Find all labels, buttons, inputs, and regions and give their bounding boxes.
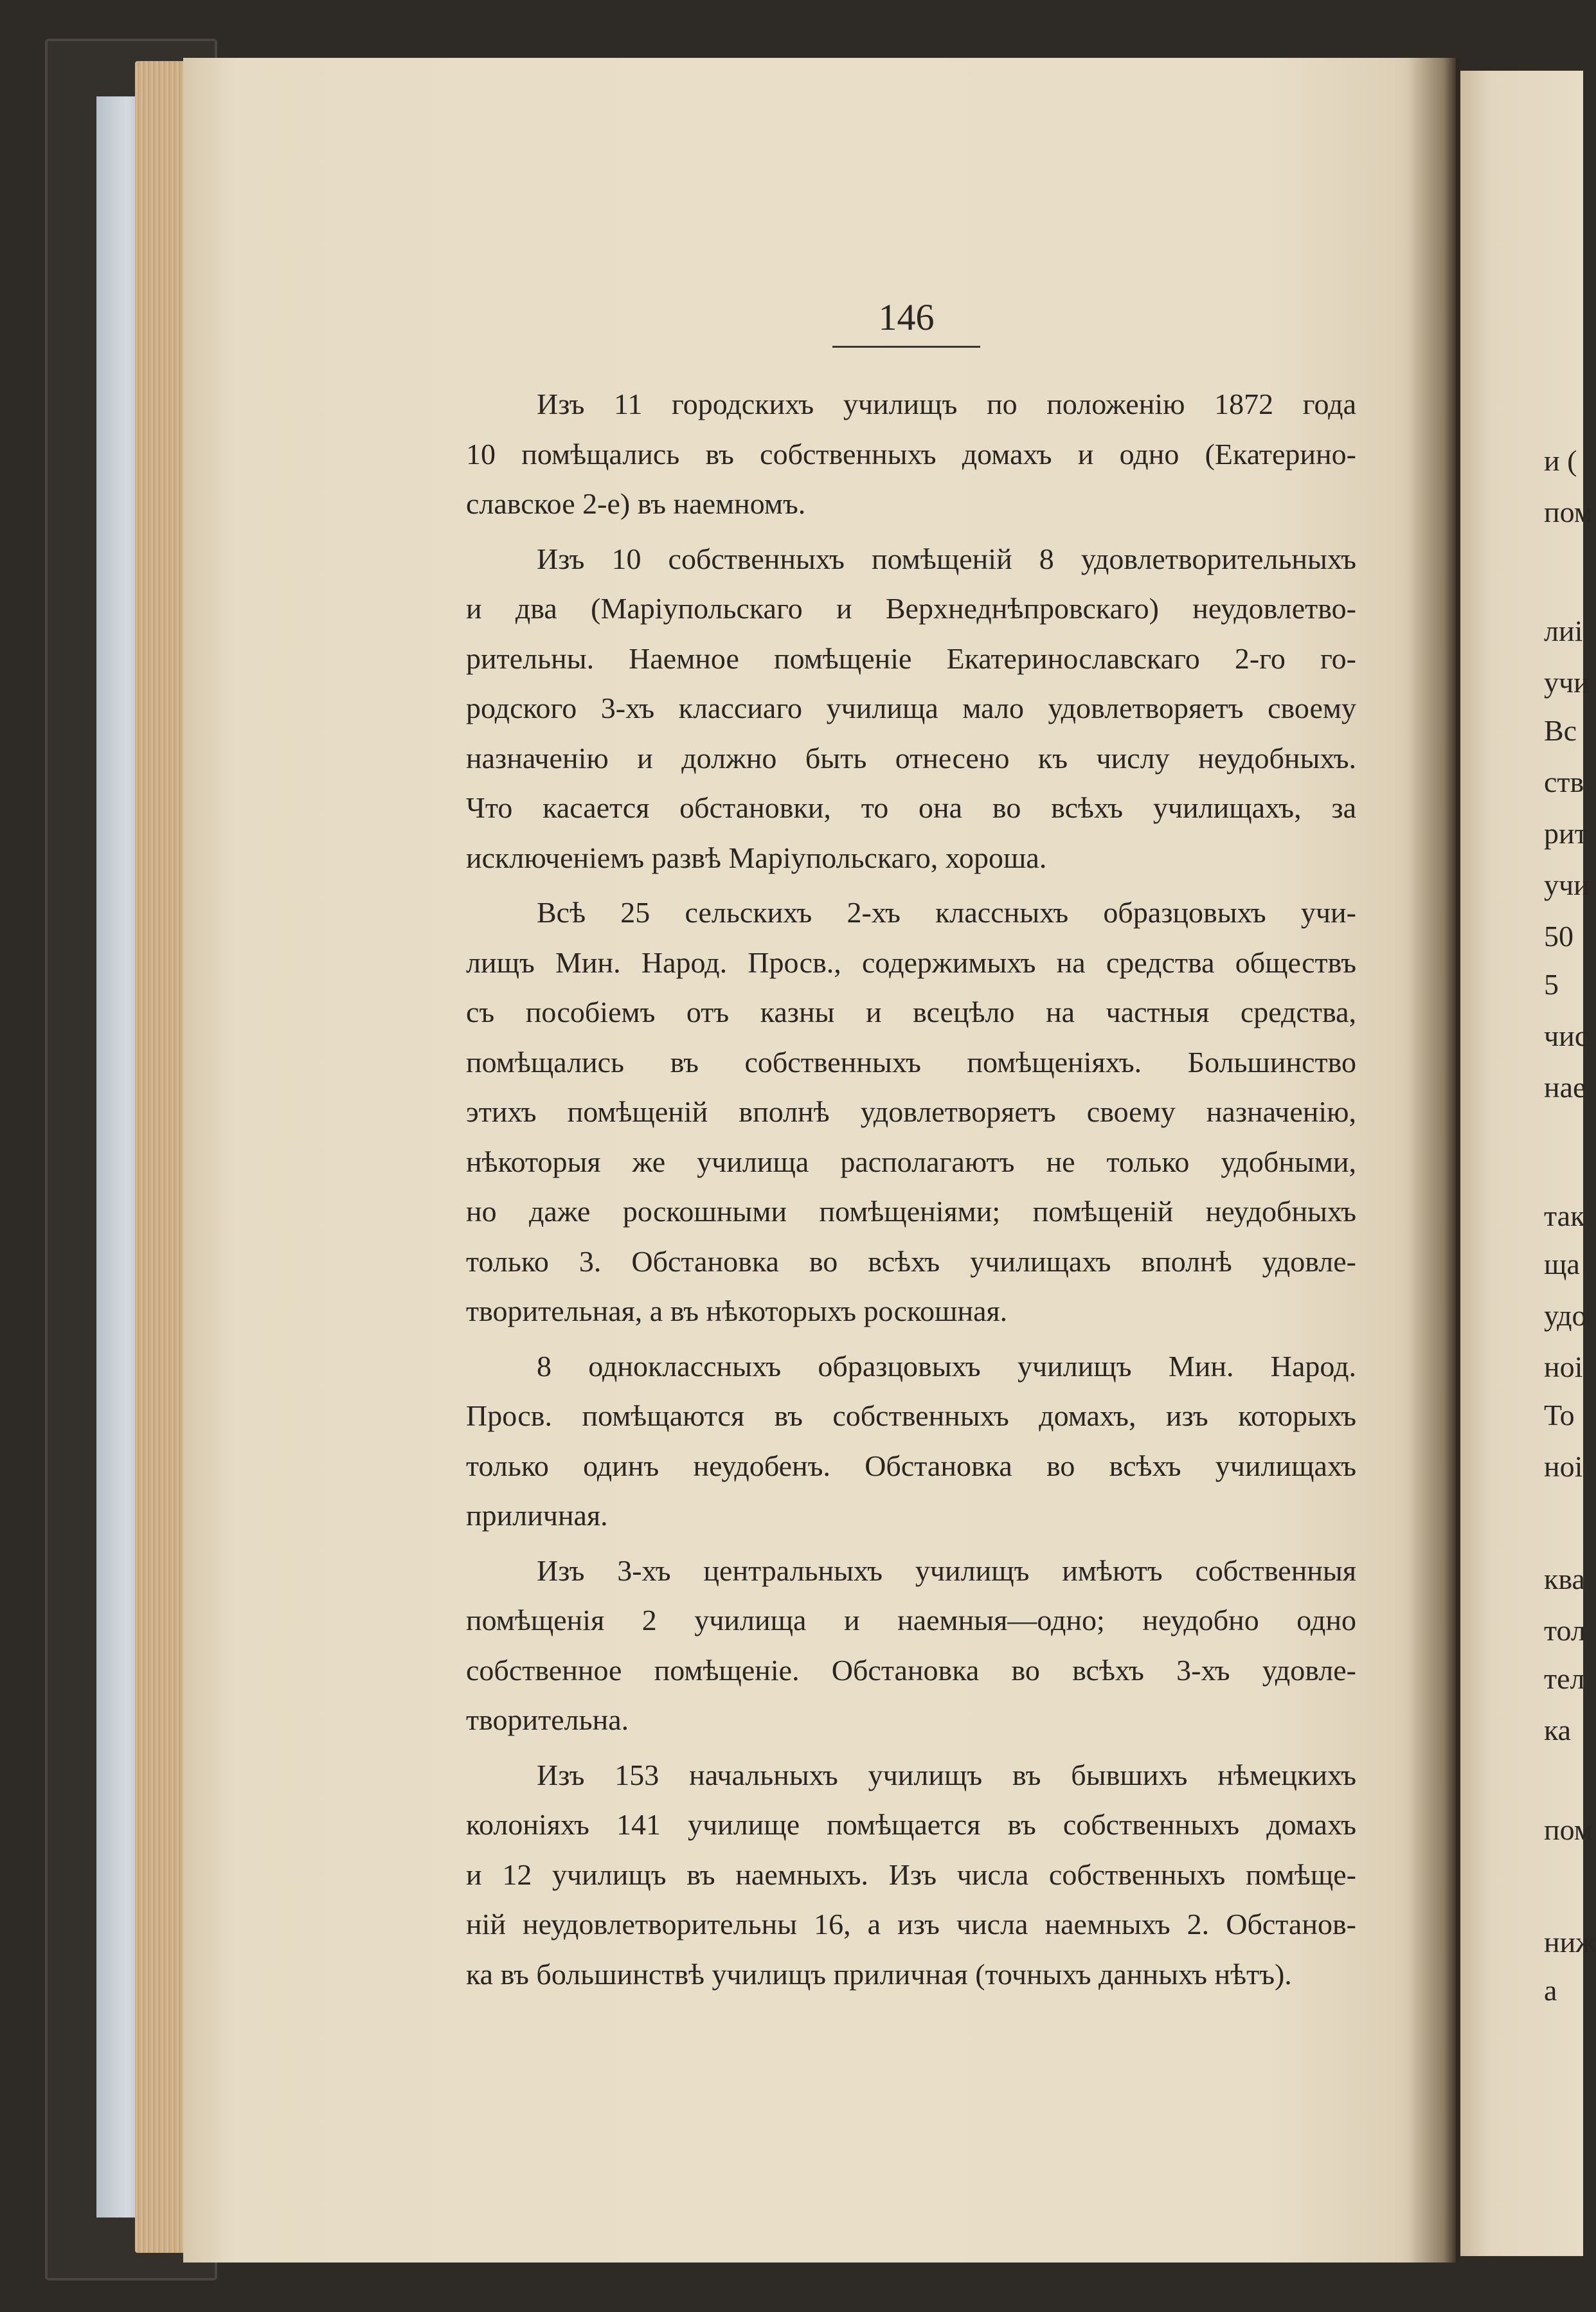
facing-page-fragment: так (1544, 1199, 1585, 1232)
text-line: и 12 училищъ въ наемныхъ. Изъ числа собственныхъ помѣще- (466, 1858, 1356, 1891)
facing-page-fragment: лиі (1544, 614, 1583, 647)
paragraph (466, 1546, 1356, 1745)
text-line: славское 2-е) въ наемномъ. (466, 487, 806, 520)
facing-page-fragment: ноі (1544, 1450, 1583, 1483)
text-line: этихъ помѣщеній вполнѣ удовлетворяетъ своему назначенію, (466, 1095, 1356, 1128)
facing-page-fragment: ств (1544, 766, 1584, 798)
facing-page-fragment: ка (1544, 1714, 1572, 1746)
text-line: приличная. (466, 1499, 608, 1532)
text-line: только одинъ неудобенъ. Обстановка во всѣхъ училищахъ (466, 1449, 1356, 1482)
paragraph (466, 1341, 1356, 1541)
text-line: Всѣ 25 сельскихъ 2-хъ классныхъ образцовыхъ учи- (537, 896, 1356, 929)
facing-page-fragment: ниж (1544, 1926, 1596, 1958)
facing-page-fragment: пом (1544, 1813, 1593, 1846)
facing-page-fragment: удо (1544, 1299, 1587, 1332)
text-line: колоніяхъ 141 училище помѣщается въ собственныхъ домахъ (466, 1808, 1356, 1841)
text-line: творительная, а въ нѣкоторыхъ роскошная. (466, 1295, 1008, 1327)
text-line: 10 помѣщались въ собственныхъ домахъ и одно (Екатерино- (466, 437, 1356, 470)
text-line: творительна. (466, 1703, 629, 1736)
facing-page-fragment: тел (1544, 1662, 1585, 1695)
facing-page-fragment: ща (1544, 1248, 1580, 1280)
text-line: нѣкоторыя же училища располагаютъ не только удобными, (466, 1145, 1356, 1178)
text-line: и два (Маріупольскаго и Верхнеднѣпровскаго) неудовлетво- (466, 592, 1356, 625)
facing-page-fragment: нае (1544, 1071, 1586, 1104)
text-line: только 3. Обстановка во всѣхъ училищахъ вполнѣ удовле- (466, 1244, 1356, 1278)
text-line: собственное помѣщеніе. Обстановка во всѣхъ 3-хъ удовле- (466, 1653, 1356, 1687)
facing-page-fragment: тол (1544, 1614, 1586, 1647)
facing-page-fragment: пом (1544, 496, 1593, 528)
facing-page-fragment: Вс (1544, 714, 1577, 747)
page-number: 146 (878, 296, 935, 338)
facing-page-fragment: а (1544, 1974, 1557, 2007)
page-body (466, 379, 1356, 2004)
text-line: назначенію и должно быть отнесено къ числу неудобныхъ. (466, 741, 1356, 775)
text-line: Изъ 3-хъ центральныхъ училищъ имѣютъ собственныя (537, 1554, 1356, 1587)
facing-page-fragment: ква (1544, 1563, 1585, 1595)
text-line: Что касается обстановки, то она во всѣхъ училищахъ, за (466, 791, 1356, 824)
facing-page-fragment: 50 (1544, 920, 1574, 953)
paragraph (466, 1750, 1356, 2000)
facing-page-fragment: чис (1544, 1019, 1588, 1052)
text-line: рительны. Наемное помѣщеніе Екатеринославскаго 2-го го- (466, 641, 1356, 675)
text-line: родского 3-хъ классиаго училища мало удовлетворяетъ своему (466, 692, 1356, 724)
facing-page-fragment: ноі (1544, 1350, 1583, 1383)
text-line: съ пособіемъ отъ казны и всецѣло на частныя средства, (466, 996, 1356, 1028)
text-line: Изъ 153 начальныхъ училищъ въ бывшихъ нѣмецкихъ (537, 1758, 1356, 1791)
book-gutter (1408, 58, 1459, 2263)
text-line: 8 одноклассныхъ образцовыхъ училищъ Мин. Народ. (537, 1349, 1356, 1383)
facing-page-fragment: рит (1544, 817, 1588, 850)
text-line: Изъ 11 городскихъ училищъ по положенію 1872 года (537, 388, 1356, 420)
facing-page-fragment: То (1544, 1399, 1575, 1431)
text-line: исключеніемъ развѣ Маріупольскаго, хороша. (466, 841, 1047, 874)
text-line: помѣщались въ собственныхъ помѣщеніяхъ. Большинство (466, 1045, 1356, 1079)
paragraph (466, 379, 1356, 529)
text-line: Изъ 10 собственныхъ помѣщеній 8 удовлетворительныхъ (537, 542, 1356, 575)
facing-page-fragment: учи (1544, 868, 1590, 901)
facing-page-fragment: 5 (1544, 968, 1559, 1001)
facing-page-fragment: учи (1544, 666, 1590, 699)
text-line: Просв. помѣщаются въ собственныхъ домахъ, изъ которыхъ (466, 1399, 1356, 1432)
paragraph (466, 534, 1356, 883)
text-line: помѣщенія 2 училища и наемныя—одно; неудобно одно (466, 1604, 1356, 1636)
text-line: ній неудовлетворительны 16, а изъ числа наемныхъ 2. Обстанов- (466, 1908, 1356, 1940)
facing-page-fragment: и ( (1544, 444, 1577, 477)
text-line: но даже роскошными помѣщеніями; помѣщеній неудобныхъ (466, 1195, 1356, 1228)
text-line: лищъ Мин. Народ. Просв., содержимыхъ на средства обществъ (466, 945, 1356, 979)
text-line: ка въ большинствѣ училищъ приличная (точныхъ данныхъ нѣтъ). (466, 1957, 1292, 1991)
page-number-rule (832, 346, 980, 348)
paragraph (466, 888, 1356, 1336)
